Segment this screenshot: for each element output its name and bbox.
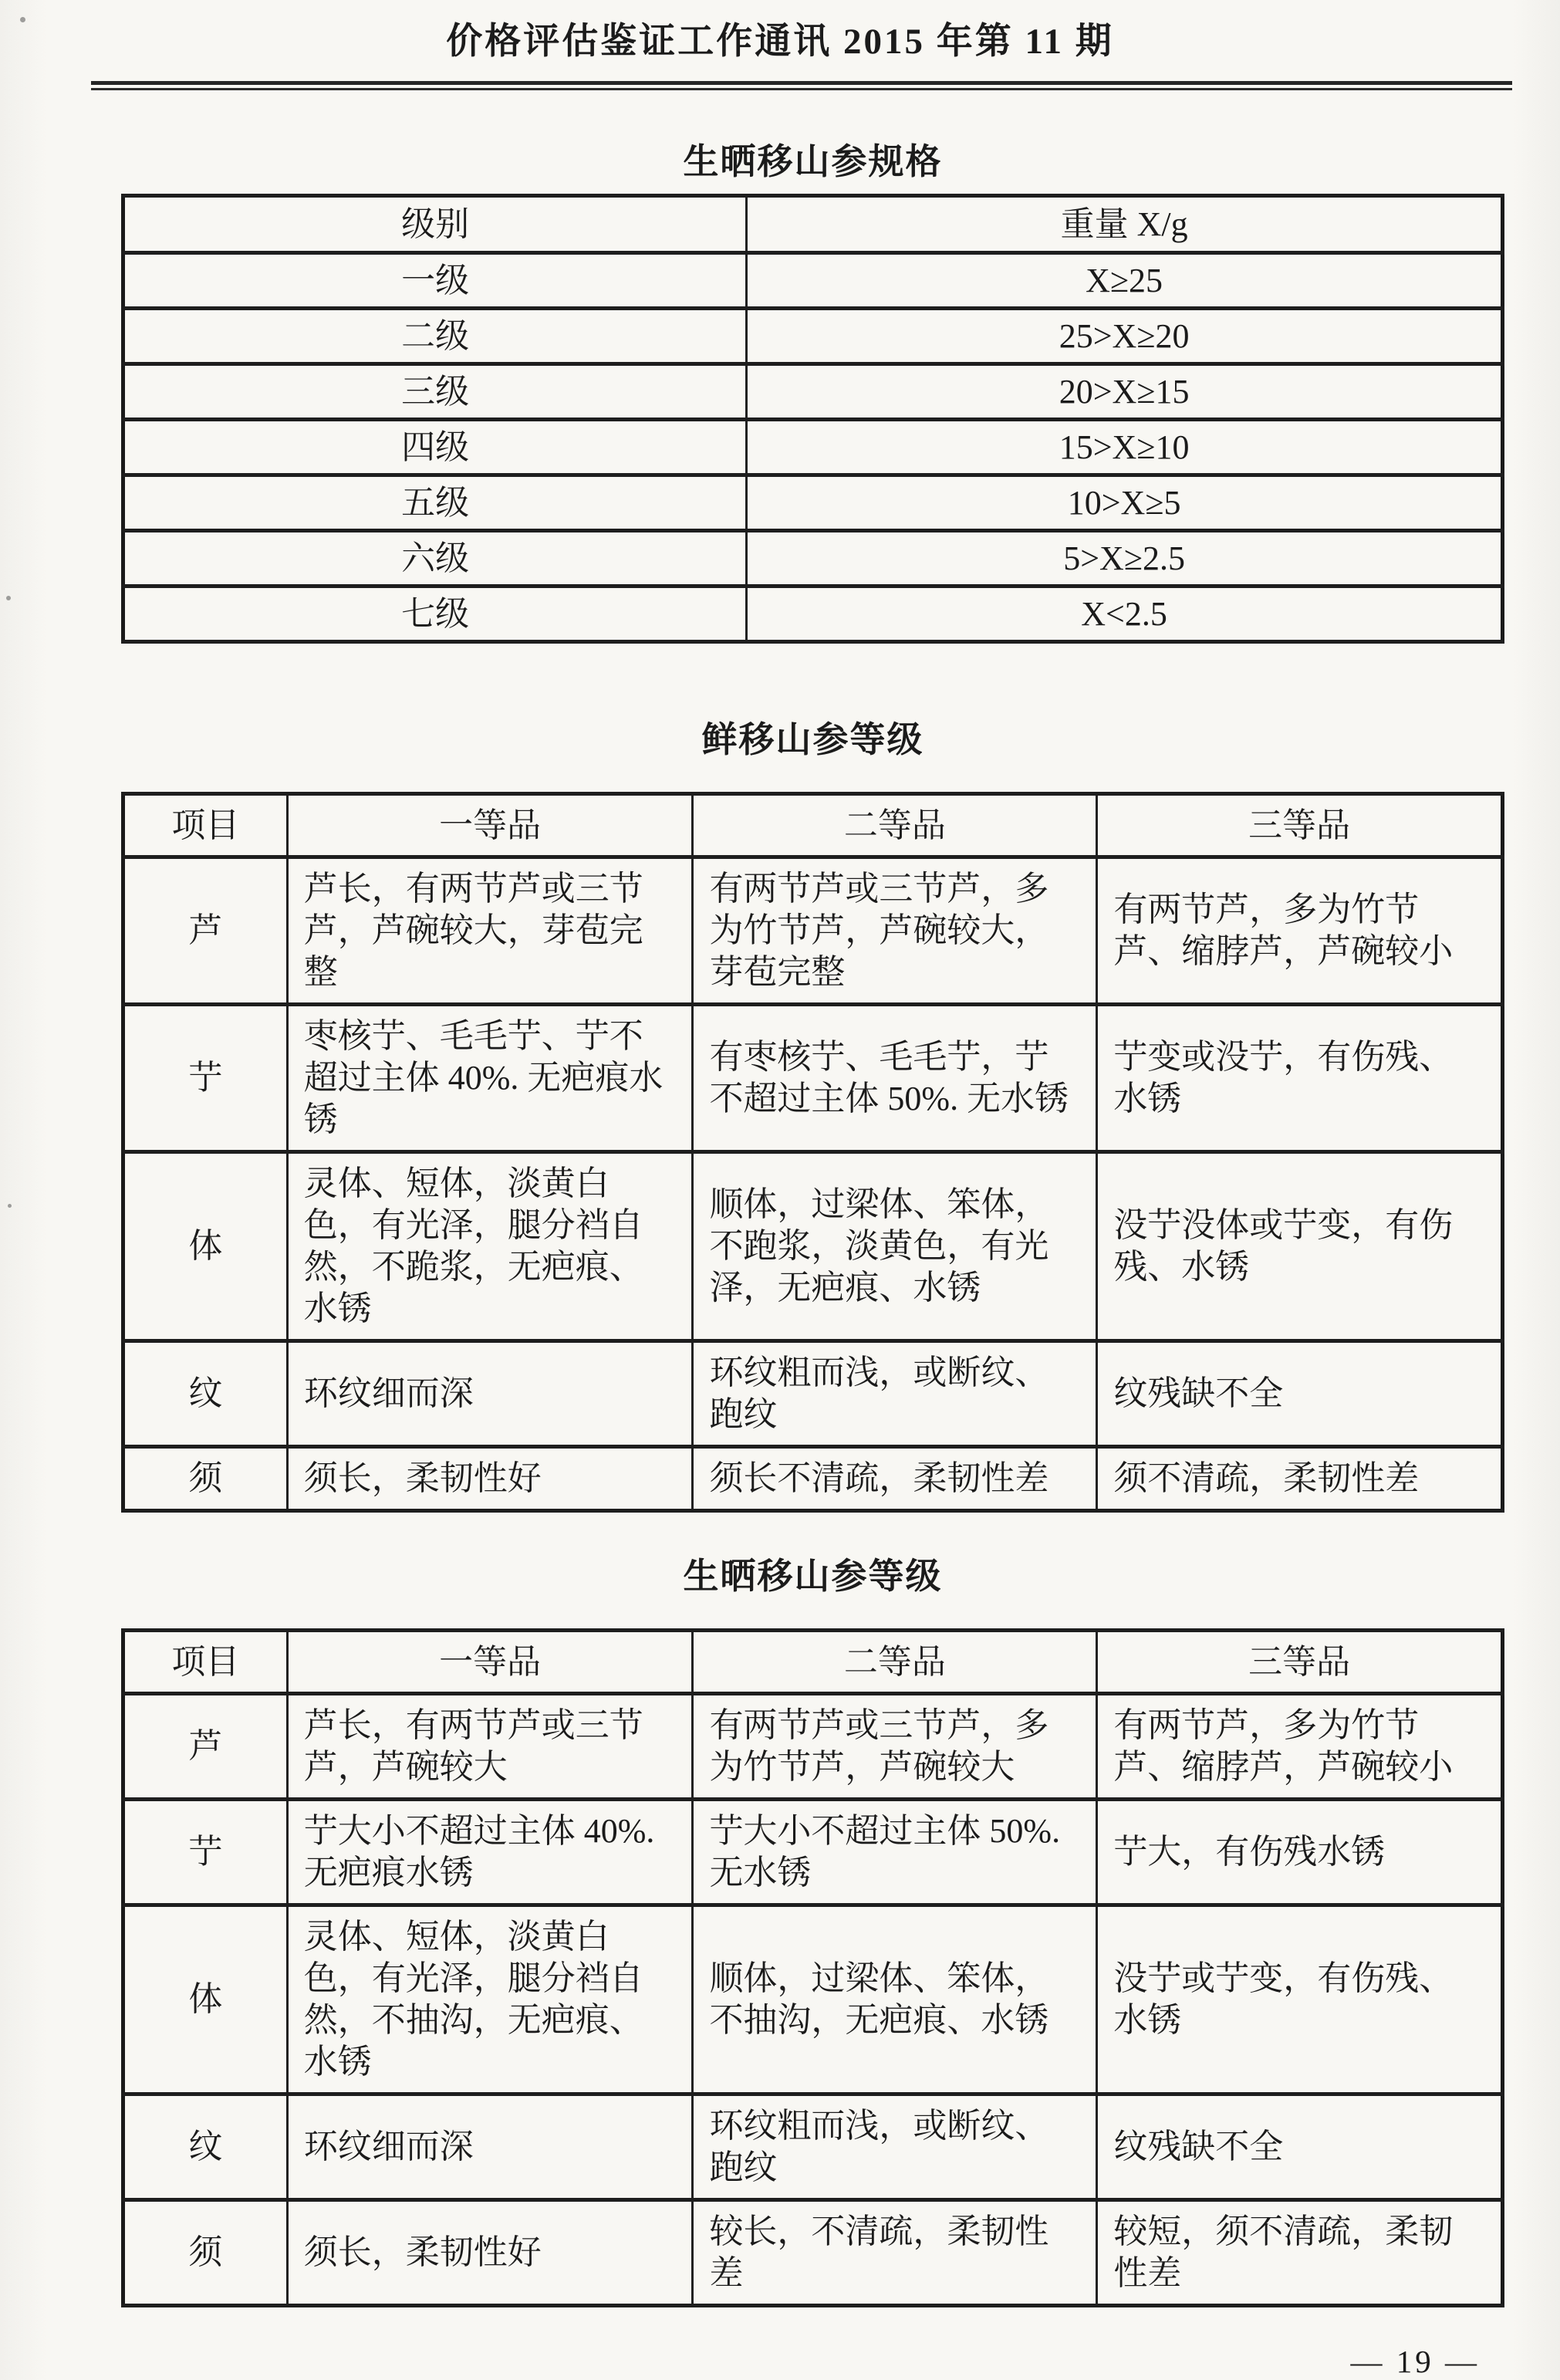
grade3-cell: 较短，须不清疏，柔韧性差 xyxy=(1097,2200,1503,2306)
grade1-cell: 环纹细而深 xyxy=(287,1341,693,1447)
grade3-cell: 纹残缺不全 xyxy=(1097,1341,1503,1447)
page-number: — 19 — xyxy=(1350,2344,1480,2379)
fresh-grade-table-title: 鲜移山参等级 xyxy=(701,720,924,759)
grade3-cell: 有两节芦，多为竹节芦、缩脖芦，芦碗较小 xyxy=(1097,1694,1503,1800)
table-row xyxy=(123,1005,1503,1152)
page-header xyxy=(0,0,1560,90)
item-label-cell: 芦 xyxy=(123,857,288,1005)
grade1-cell: 环纹细而深 xyxy=(287,2094,693,2200)
spec-section xyxy=(0,134,1560,644)
column-header-weight: 重量 X/g xyxy=(747,196,1503,253)
column-header-grade3: 三等品 xyxy=(1097,1631,1503,1694)
grade3-cell: 有两节芦，多为竹节芦、缩脖芦，芦碗较小 xyxy=(1097,857,1503,1005)
grade3-cell: 纹残缺不全 xyxy=(1097,2094,1503,2200)
header-double-rule xyxy=(91,81,1512,90)
table-row xyxy=(123,531,1503,587)
table-row xyxy=(123,857,1503,1005)
table-row xyxy=(123,1447,1503,1511)
grade1-cell: 芦长，有两节芦或三节芦，芦碗较大，芽苞完整 xyxy=(287,857,693,1005)
column-header-grade2: 二等品 xyxy=(693,1631,1097,1694)
dried-grade-table xyxy=(121,1628,1504,2307)
item-label-cell: 艼 xyxy=(123,1800,288,1905)
table-row xyxy=(123,253,1503,309)
column-header-grade1: 一等品 xyxy=(287,794,693,857)
weight-range-cell: X≥25 xyxy=(747,253,1503,309)
grade-level-cell: 三级 xyxy=(123,364,747,420)
column-header-item: 项目 xyxy=(123,1631,288,1694)
item-label-cell: 纹 xyxy=(123,1341,288,1447)
grade-level-cell: 一级 xyxy=(123,253,747,309)
scan-speck xyxy=(6,596,11,600)
table-row xyxy=(123,1694,1503,1800)
table-row xyxy=(123,2200,1503,2306)
weight-range-cell: X<2.5 xyxy=(747,587,1503,642)
grade1-cell: 灵体、短体，淡黄白色，有光泽，腿分裆自然，不跪浆，无疤痕、水锈 xyxy=(287,1152,693,1341)
grade-level-cell: 四级 xyxy=(123,420,747,475)
grade-level-cell: 六级 xyxy=(123,531,747,587)
table-row xyxy=(123,475,1503,531)
fresh-grade-section xyxy=(0,712,1560,1513)
table-row xyxy=(123,1152,1503,1341)
weight-range-cell: 10>X≥5 xyxy=(747,475,1503,531)
table-row xyxy=(123,364,1503,420)
table-header-row xyxy=(123,794,1503,857)
item-label-cell: 体 xyxy=(123,1152,288,1341)
table-row xyxy=(123,309,1503,364)
item-label-cell: 须 xyxy=(123,1447,288,1511)
grade3-cell: 须不清疏，柔韧性差 xyxy=(1097,1447,1503,1511)
grade3-cell: 艼大，有伤残水锈 xyxy=(1097,1800,1503,1905)
grade1-cell: 须长，柔韧性好 xyxy=(287,2200,693,2306)
column-header-grade3: 三等品 xyxy=(1097,794,1503,857)
column-header-item: 项目 xyxy=(123,794,288,857)
grade2-cell: 环纹粗而浅，或断纹、跑纹 xyxy=(693,2094,1097,2200)
page-footer xyxy=(0,2343,1480,2380)
weight-range-cell: 25>X≥20 xyxy=(747,309,1503,364)
weight-range-cell: 5>X≥2.5 xyxy=(747,531,1503,587)
grade2-cell: 环纹粗而浅，或断纹、跑纹 xyxy=(693,1341,1097,1447)
fresh-grade-table xyxy=(121,792,1504,1513)
dried-grade-table-title: 生晒移山参等级 xyxy=(683,1557,943,1596)
column-header-grade1: 一等品 xyxy=(287,1631,693,1694)
grade1-cell: 须长，柔韧性好 xyxy=(287,1447,693,1511)
grade2-cell: 较长，不清疏，柔韧性差 xyxy=(693,2200,1097,2306)
column-header-grade2: 二等品 xyxy=(693,794,1097,857)
grade1-cell: 艼大小不超过主体 40%. 无疤痕水锈 xyxy=(287,1800,693,1905)
grade1-cell: 灵体、短体，淡黄白色，有光泽，腿分裆自然，不抽沟，无疤痕、水锈 xyxy=(287,1905,693,2094)
grade3-cell: 艼变或没艼，有伤残、水锈 xyxy=(1097,1005,1503,1152)
grade2-cell: 有两节芦或三节芦，多为竹节芦，芦碗较大，芽苞完整 xyxy=(693,857,1097,1005)
weight-range-cell: 15>X≥10 xyxy=(747,420,1503,475)
grade3-cell: 没艼没体或艼变，有伤残、水锈 xyxy=(1097,1152,1503,1341)
grade1-cell: 枣核艼、毛毛艼、艼不超过主体 40%. 无疤痕水锈 xyxy=(287,1005,693,1152)
grade2-cell: 顺体，过梁体、笨体，不抽沟，无疤痕、水锈 xyxy=(693,1905,1097,2094)
scan-speck xyxy=(20,17,25,22)
grade2-cell: 艼大小不超过主体 50%. 无水锈 xyxy=(693,1800,1097,1905)
item-label-cell: 艼 xyxy=(123,1005,288,1152)
weight-range-cell: 20>X≥15 xyxy=(747,364,1503,420)
grade-level-cell: 七级 xyxy=(123,587,747,642)
dried-grade-section xyxy=(0,1548,1560,2307)
item-label-cell: 体 xyxy=(123,1905,288,2094)
table-row xyxy=(123,1341,1503,1447)
table-header-row xyxy=(123,196,1503,253)
grade-level-cell: 五级 xyxy=(123,475,747,531)
grade3-cell: 没艼或艼变，有伤残、水锈 xyxy=(1097,1905,1503,2094)
table-row xyxy=(123,420,1503,475)
scan-speck xyxy=(8,1204,12,1208)
grade-level-cell: 二级 xyxy=(123,309,747,364)
item-label-cell: 芦 xyxy=(123,1694,288,1800)
grade1-cell: 芦长，有两节芦或三节芦，芦碗较大 xyxy=(287,1694,693,1800)
table-header-row xyxy=(123,1631,1503,1694)
column-header-grade-level: 级别 xyxy=(123,196,747,253)
spec-table xyxy=(121,194,1504,644)
grade2-cell: 有两节芦或三节芦，多为竹节芦，芦碗较大 xyxy=(693,1694,1097,1800)
grade2-cell: 须长不清疏，柔韧性差 xyxy=(693,1447,1097,1511)
grade2-cell: 有枣核艼、毛毛艼，艼不超过主体 50%. 无水锈 xyxy=(693,1005,1097,1152)
grade2-cell: 顺体，过梁体、笨体，不跑浆，淡黄色，有光泽，无疤痕、水锈 xyxy=(693,1152,1097,1341)
item-label-cell: 须 xyxy=(123,2200,288,2306)
table-row xyxy=(123,2094,1503,2200)
item-label-cell: 纹 xyxy=(123,2094,288,2200)
table-row xyxy=(123,1800,1503,1905)
spec-table-title: 生晒移山参规格 xyxy=(683,142,943,181)
journal-title: 价格评估鉴证工作通讯 2015 年第 11 期 xyxy=(446,22,1114,62)
table-row xyxy=(123,587,1503,642)
table-row xyxy=(123,1905,1503,2094)
